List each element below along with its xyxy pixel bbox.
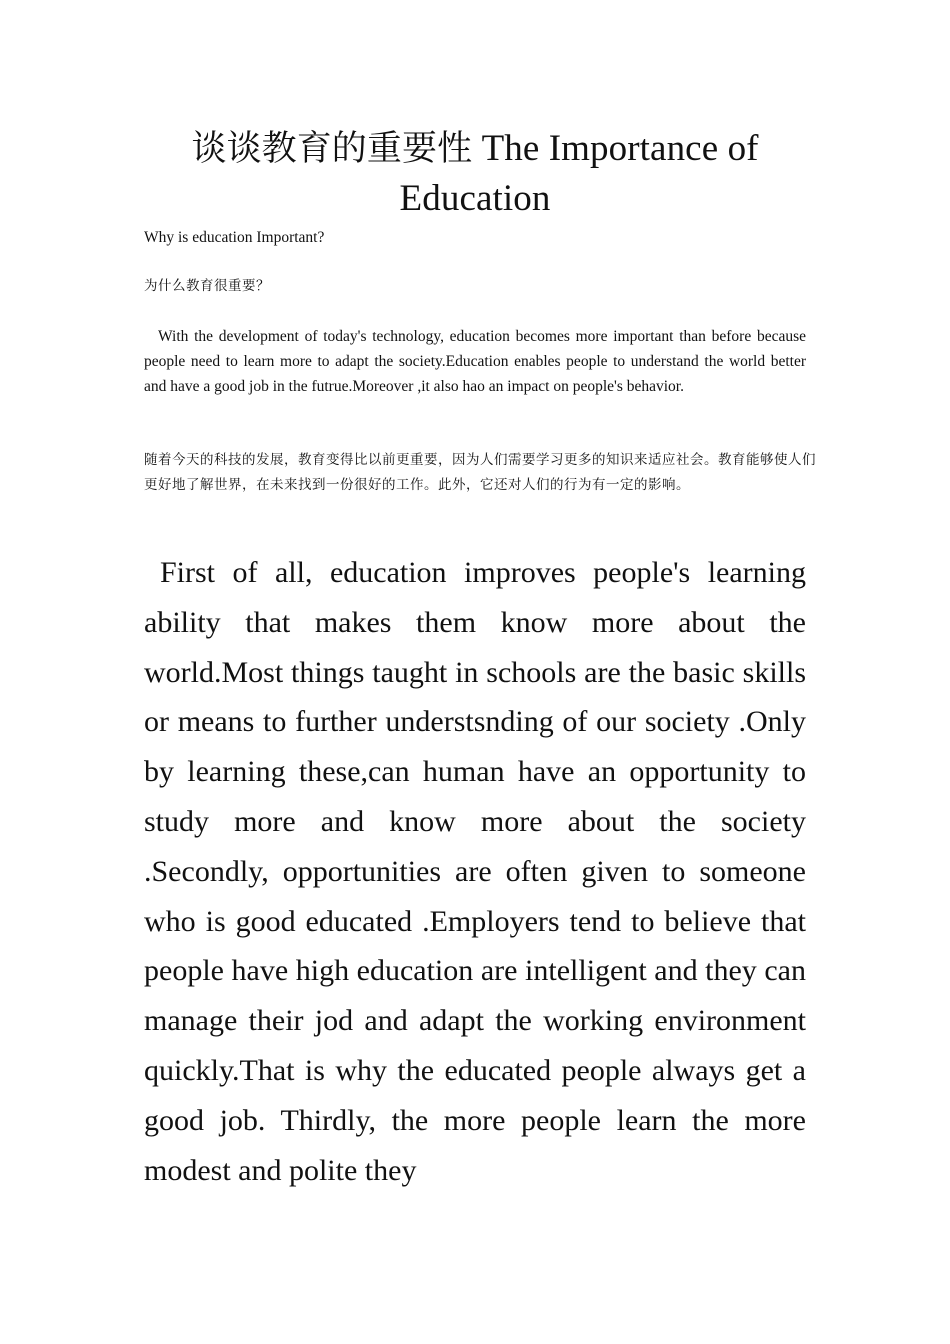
document-title — [144, 124, 806, 224]
paragraph-1-english: With the development of today's technology, education becomes more important than before because people need to learn more to adapt the society.Education enables people to understand the world better and have a good job in the futrue.Moreover ,it also hao an impact on people's behavior. — [144, 328, 806, 395]
question-english: Why is education Important? — [144, 229, 325, 246]
paragraph-2-english: First of all, education improves people's learning ability that makes them know more about the world.Most things taught in schools are the basic skills or means to further understsnding of our society .Only by learning these,can human have an opportunity to study more and know more about the society .Secondly, opportunities are often given to someone who is good educated .Employers tend to believe that people have high education are intelligent and they can manage their jod and adapt the working environment quickly.That is why the educated people always get a good job. Thirdly, the more people learn the more modest and polite they — [144, 556, 806, 1187]
paragraph-1-chinese: 随着今天的科技的发展，教育变得比以前更重要，因为人们需要学习更多的知识来适应社会。教育能够使人们更好地了解世界，在未来找到一份很好的工作。此外，它还对人们的行为有一定的影响。 — [144, 452, 816, 493]
title-english: The Importance of Education — [399, 128, 759, 219]
title-chinese: 谈谈教育的重要性 — [191, 129, 473, 169]
question-chinese: 为什么教育很重要？ — [144, 278, 270, 294]
